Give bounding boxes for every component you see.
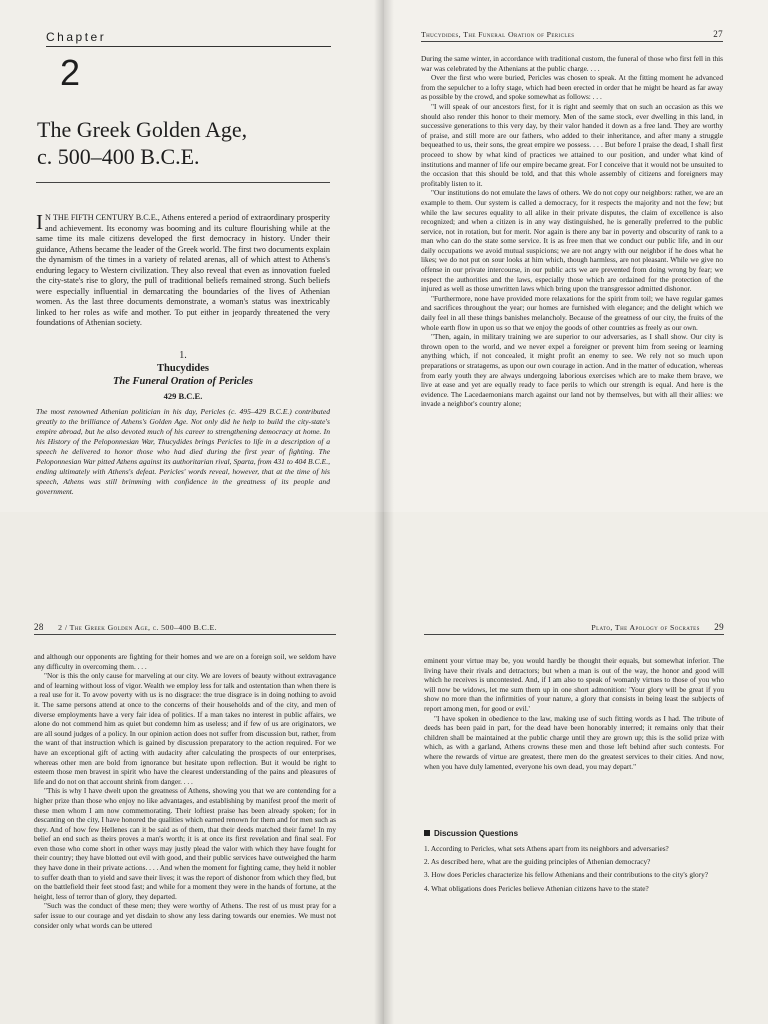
paragraph: "Our institutions do not emulate the laws of others. We do not copy our neighbors: rather, we are an example to them. Our system is called a democracy, for it respects the majority and not the few; but while the law secures equality to all alike in their private disputes, the claim of excellence is also recognized; and when a citizen is in any way distinguished, he is generally preferred to the public service, not in rotation, but for merit. Nor again is there any bar in poverty and obscurity of rank to a man who can do the state some service. It is as free men that we conduct our public life, and in our daily occupations we avoid mutual suspicions; we are not angry with our neighbor if he does what he likes; we do not put on sour looks at him which, though harmless, are not pleasant. While we give no offense in our private intercourse, in our public acts we are prevented from doing wrong by fear; we respect the authorities and the laws, especially those which are ordained for the protection of the injured as well as those unwritten laws which bring upon the transgressor admitted dishonor.: [421, 188, 723, 294]
page-number: 29: [714, 622, 724, 632]
page-27: [384, 0, 768, 512]
paragraph: Over the first who were buried, Pericles was chosen to speak. At the fitting moment he advanced from the sepulcher to a lofty stage, which had been erected in order that he might be heard as far away as possible by the crowd, and spoke somewhat as follows: . . .: [421, 73, 723, 102]
paragraph: and although our opponents are fighting for their homes and we are on a foreign soil, we seldom have any difficulty in overcoming them. . . .: [34, 652, 336, 671]
page-26: [0, 0, 384, 512]
chapter-number: 2: [60, 52, 81, 93]
paragraph: eminent your virtue may be, you would hardly be thought their equals, but somewhat inferior. The living have their rivals and detractors; but when a man is out of the way, the honor and good will which he receives is uncontested. And, if I am also to speak of womanly virtues to those of you who will now be widows, let me sum them up in one short admonition: 'Your glory will be great if you show no more than the infirmities of your nature, a glory that consists in being least the subjects of report among men, for good or evil.': [424, 656, 724, 713]
paragraph: "Then, again, in military training we are superior to our adversaries, as I shall show. Our city is thrown open to the world, and we never expel a foreigner or prevent him from seeing or learning anything which, if not concealed, it might profit an enemy to see. We rely not so much upon preparations or stratagems, as upon our own courage in action. And in the matter of education, whereas from early youth they are always undergoing laborious exercises which are to make them brave, we live at ease and yet are equally ready to face perils to which our strength is equal. And here is the evidence. The Lacedaemonians march against our land not by themselves, but with all their allies: we invade a neighbor's country alone;: [421, 332, 723, 409]
discussion-question: 3. How does Pericles characterize his fellow Athenians and their contributions to the city's glory?: [424, 870, 708, 880]
body-text: [424, 656, 724, 771]
chapter-label: Chapter: [46, 30, 331, 47]
discussion-question: 4. What obligations does Pericles believe Athenian citizens have to the state?: [424, 883, 649, 893]
page-28: [0, 512, 384, 1024]
discussion-heading-text: Discussion Questions: [434, 829, 519, 838]
running-head: [34, 622, 336, 635]
intro-text: Athens entered a period of extraordinary prosperity and achievement. Its economy was booming and its culture flourishing while at the same time its male citizens developed the first democracy in history. Under their guidance, Athens became the leader of the Greek world. The first two documents explain the dynamism of the times in a variety of related arenas, all of which attest to Athens's enduring legacy to Western civilization. They also reveal that even as innovation fueled the city-state's rise to glory, the pull of traditional beliefs remained strong. Such beliefs were especially influential in demarcating the boundaries of the lives of Athenian women. As the last three documents demonstrate, a woman's status was inextricably linked to her roles as wife and mother. To put either in jeopardy threatened the very foundations of Athenian society.: [36, 213, 330, 327]
chapter-title-line-1: The Greek Golden Age,: [37, 117, 248, 142]
drop-cap: I: [36, 210, 43, 234]
page-number: 28: [34, 622, 44, 632]
discussion-questions-heading: [424, 829, 518, 838]
page-gutter-shadow: [374, 0, 384, 512]
chapter-intro: [36, 210, 330, 329]
discussion-question: 1. According to Pericles, what sets Athens apart from its neighbors and adversaries?: [424, 844, 669, 853]
running-head: [421, 30, 723, 42]
chapter-title: [37, 116, 337, 170]
paragraph: During the same winter, in accordance with traditional custom, the funeral of those who first fell in this war was celebrated by the Athenians at the public charge. . . .: [421, 54, 723, 73]
paragraph: "I will speak of our ancestors first, for it is right and seemly that on such an occasion as this we should also render this honor to their memory. Men of the same stock, ever dwelling in this land, in successive generations to this very day, by their valor handed it down as a free land. They are worthy of praise, and still more are our fathers, who added to their inheritance, and after many a struggle bequeathed to us, their sons, the great empire we possess. . . . But before I praise the dead, I shall first proceed to show by what kind of practices we attained to our position, and under what kind of institutions and manner of life our empire became great. For I conceive that it would not be unsuited to the occasion that this should be told, and that this whole assembly of citizens and foreigners may profitably listen to it.: [421, 101, 723, 188]
running-head-text: Thucydides, The Funeral Oration of Pericles: [421, 30, 575, 39]
document-title: The Funeral Oration of Pericles: [112, 376, 253, 387]
document-date: 429 B.C.E.: [163, 391, 203, 401]
page-gutter-shadow: [384, 512, 394, 1024]
discussion-question: 2. As described here, what are the guiding principles of Athenian democracy?: [424, 857, 651, 867]
document-number: 1.: [179, 350, 187, 361]
running-head-text: 2 / The Greek Golden Age, c. 500–400 B.C.E.: [58, 623, 217, 632]
title-rule: [36, 182, 330, 183]
running-head: [424, 622, 724, 635]
document-headnote: The most renowned Athenian politician in his day, Pericles (c. 495–429 B.C.E.) contributed greatly to the brilliance of Athens's Golden Age. Not only did he help to build the city-state's empire abroad, but he also devoted much of his career to strengthening democracy at home. In his History of the Peloponnesian War, Thucydides brings Pericles to life in a description of a speech he delivered to honor those who had died during the first year of fighting. The Peloponnesian War pitted Athens against its authoritarian rival, Sparta, from 431 to 404 B.C.E., ending ultimately with Athens's defeat. Pericles' words reveal, however, that at the time of his speech, Athens was still brimming with confidence in the greatness of its people and government.: [36, 407, 330, 496]
body-text: [421, 54, 723, 409]
body-text: [34, 652, 336, 930]
page-number: 27: [713, 29, 723, 39]
paragraph: "I have spoken in obedience to the law, making use of such fitting words as I had. The tribute of deeds has been paid in part, for the dead have been honorably interred; it remains only that their children shall be maintained at the public charge until they are grown up; this is the solid prize with which, as with a garland, Athens crowns these men and those left behind after such contests. For where the rewards of virtue are greatest, there men do the greatest services to their cities. And now, when you have duly lamented, everyone his own dead, you may depart.": [424, 713, 724, 771]
chapter-title-line-2: c. 500–400 B.C.E.: [37, 144, 200, 169]
paragraph: "Nor is this the only cause for marveling at our city. We are lovers of beauty without extravagance and of learning without loss of vigor. Wealth we employ less for talk and ostentation than when there is a real use for it. To avow poverty with us is no disgrace: the true disgrace is in doing nothing to avoid it. The same persons attend at once to the concerns of their households and of the city, and men of diverse employments have a very fair idea of politics. If a man takes no interest in public affairs, we alone do not commend him as quiet but condemn him as useless; and if few of us are originators, we are all sound judges of a policy. In our opinion action does not suffer from discussion but, rather, from the want of that instruction which is gained by discussion preparatory to the action required. For we have an exceptional gift of acting with audacity after calculating the prospects of our enterprises, whereas other men are bold from ignorance but hesitate upon reflection. But it would be right to esteem those men bravest in spirit who have the clearest understanding of the pains and pleasures of life and do not on that account shrink from danger. . . .: [34, 671, 336, 786]
intro-lead: N THE FIFTH CENTURY B.C.E.,: [45, 213, 160, 222]
page-29: [384, 512, 768, 1024]
page-gutter-shadow: [374, 512, 384, 1024]
paragraph: "Such was the conduct of these men; they were worthy of Athens. The rest of us must pray for a safer issue to our courage and yet disdain to show any less daring towards our enemies. We must not consider only what words can be uttered: [34, 901, 336, 930]
paragraph: "Furthermore, none have provided more relaxations for the spirit from toil; we have regular games and sacrifices throughout the year; our homes are furnished with elegance; and the delight which we daily feel in all these things banishes melancholy. Because of the greatness of our city, the fruits of the whole earth flow in upon us so that we enjoy the goods of other countries as freely as our own.: [421, 293, 723, 332]
square-bullet-icon: [424, 830, 430, 836]
document-author: Thucydides: [157, 363, 209, 374]
discussion-questions-list: [424, 844, 724, 897]
page-gutter-shadow: [384, 0, 394, 512]
running-head-text: Plato, The Apology of Socrates: [591, 623, 700, 632]
paragraph: "This is why I have dwelt upon the greatness of Athens, showing you that we are contending for a higher prize than those who enjoy no like advantages, and establishing by manifest proof the merit of these men whom I am now commemorating. Their loftiest praise has been already spoken; for in descanting on the city, I have honored the qualities which earned renown for them and for men such as they. And of how few Hellenes can it be said as of them, that their deeds matched their fame! In my belief an end such as theirs proves a man's worth; it is at once its first revelation and final seal. For even those who come short in other ways may justly plead the valor with which they have fought for their country; they have blotted out evil with good, and their public services have outweighed the harm they have done in their private actions. . . . And when the moment for fighting came, they held it nobler to suffer death than to yield and save their lives; it was the report of dishonor from which they fled, but on the battlefield their feet stood fast; and while for a moment they were in the hands of fortune, at the height, less of terror than of glory, they departed.: [34, 786, 336, 901]
